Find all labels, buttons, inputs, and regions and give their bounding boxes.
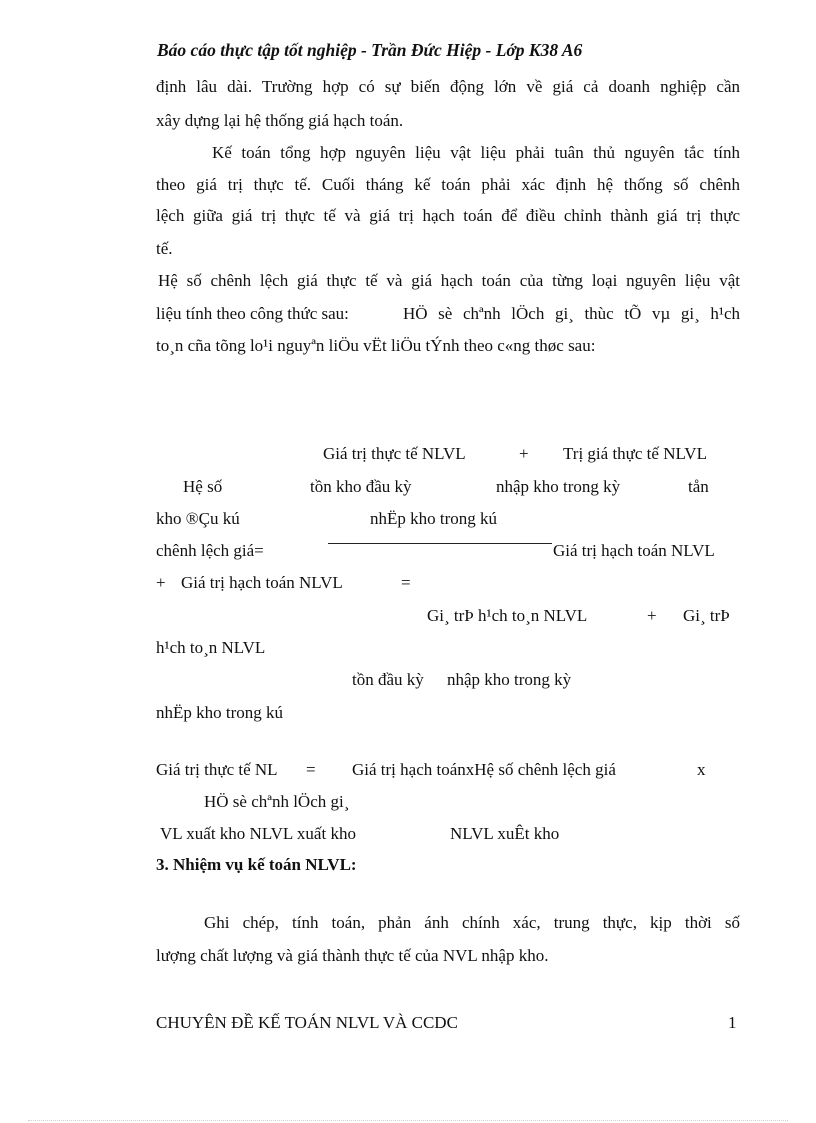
formula-label: chênh lệch giá= <box>156 541 264 560</box>
garbled-text: nhËp kho trong kú <box>156 703 284 722</box>
formula2-label: VL xuất kho NLVL xuất kho <box>160 824 356 843</box>
formula2-lhs: Giá trị thực tế NL <box>156 760 278 779</box>
intro-line: theo giá trị thực tế. Cuối tháng kế toán phải xác định hệ thống số chênh <box>156 175 740 194</box>
garbled-line: HÖ sè chªnh lÖch gi¸ thùc tÕ vµ gi¸ h¹ch <box>403 304 740 323</box>
section-line: lượng chất lượng và giá thành thực tế của NVL nhập kho. <box>156 946 549 965</box>
formula-label: tồn đầu kỳ <box>352 670 424 689</box>
garbled-text: NLVL xuÊt kho <box>450 824 560 843</box>
fraction-bar <box>328 543 552 544</box>
formula2-times: x <box>697 760 706 779</box>
intro-line: Kế toán tổng hợp nguyên liệu vật liệu phải tuân thủ nguyên tắc tính <box>212 143 740 162</box>
formula-equals: = <box>401 573 411 592</box>
garbled-text: h¹ch to¸n NLVL <box>156 638 266 657</box>
garbled-text: tån <box>688 477 709 496</box>
intro-line: tế. <box>156 239 173 258</box>
formula-label: Hệ số <box>183 477 223 496</box>
formula-plus: + <box>156 573 166 592</box>
formula-plus: + <box>519 444 529 463</box>
section-line: Ghi chép, tính toán, phản ánh chính xác, trung thực, kịp thời số <box>204 913 740 932</box>
footer-title: CHUYÊN ĐỀ KẾ TOÁN NLVL VÀ CCDC <box>156 1013 458 1032</box>
page-number: 1 <box>728 1013 737 1032</box>
formula-numerator-b: Trị giá thực tế NLVL <box>563 444 707 463</box>
garbled-text: nhËp kho trong kú <box>370 509 498 528</box>
garbled-text: kho ®Çu kú <box>156 509 240 528</box>
intro-line: Hệ số chênh lệch giá thực tế và giá hạch toán của từng loại nguyên liệu vật <box>158 271 740 290</box>
section-heading: 3. Nhiệm vụ kế toán NLVL: <box>156 855 357 874</box>
garbled-line: to¸n cña tõng lo¹i nguyªn liÖu vËt liÖu tÝnh theo c«ng thøc sau: <box>156 336 596 355</box>
formula-label: nhập kho trong kỳ <box>496 477 621 496</box>
intro-line: định lâu dài. Trường hợp có sự biến động lớn về giá cả doanh nghiệp cần <box>156 77 740 96</box>
formula2-rhs: Giá trị hạch toánxHệ số chênh lệch giá <box>352 760 616 779</box>
formula2-equals: = <box>306 760 316 779</box>
formula-denominator-b: Giá trị hạch toán NLVL <box>181 573 343 592</box>
page-bottom-divider <box>28 1120 788 1121</box>
formula-label: tồn kho đầu kỳ <box>310 477 412 496</box>
formula-numerator-a: Giá trị thực tế NLVL <box>323 444 466 463</box>
garbled-text: HÖ sè chªnh lÖch gi¸ <box>204 792 350 811</box>
formula-denominator-a: Giá trị hạch toán NLVL <box>553 541 715 560</box>
intro-line: lệch giữa giá trị thực tế và giá trị hạch toán để điều chỉnh thành giá trị thực <box>156 206 740 225</box>
intro-line: xây dựng lại hệ thống giá hạch toán. <box>156 111 404 130</box>
garbled-text: Gi¸ trÞ <box>683 606 730 625</box>
page-header: Báo cáo thực tập tốt nghiệp - Trần Đức Hiệp - Lớp K38 A6 <box>157 40 583 60</box>
formula-plus: + <box>647 606 657 625</box>
formula-label: nhập kho trong kỳ <box>447 670 572 689</box>
intro-line: liệu tính theo công thức sau: <box>156 304 349 323</box>
garbled-text: Gi¸ trÞ h¹ch to¸n NLVL <box>427 606 588 625</box>
